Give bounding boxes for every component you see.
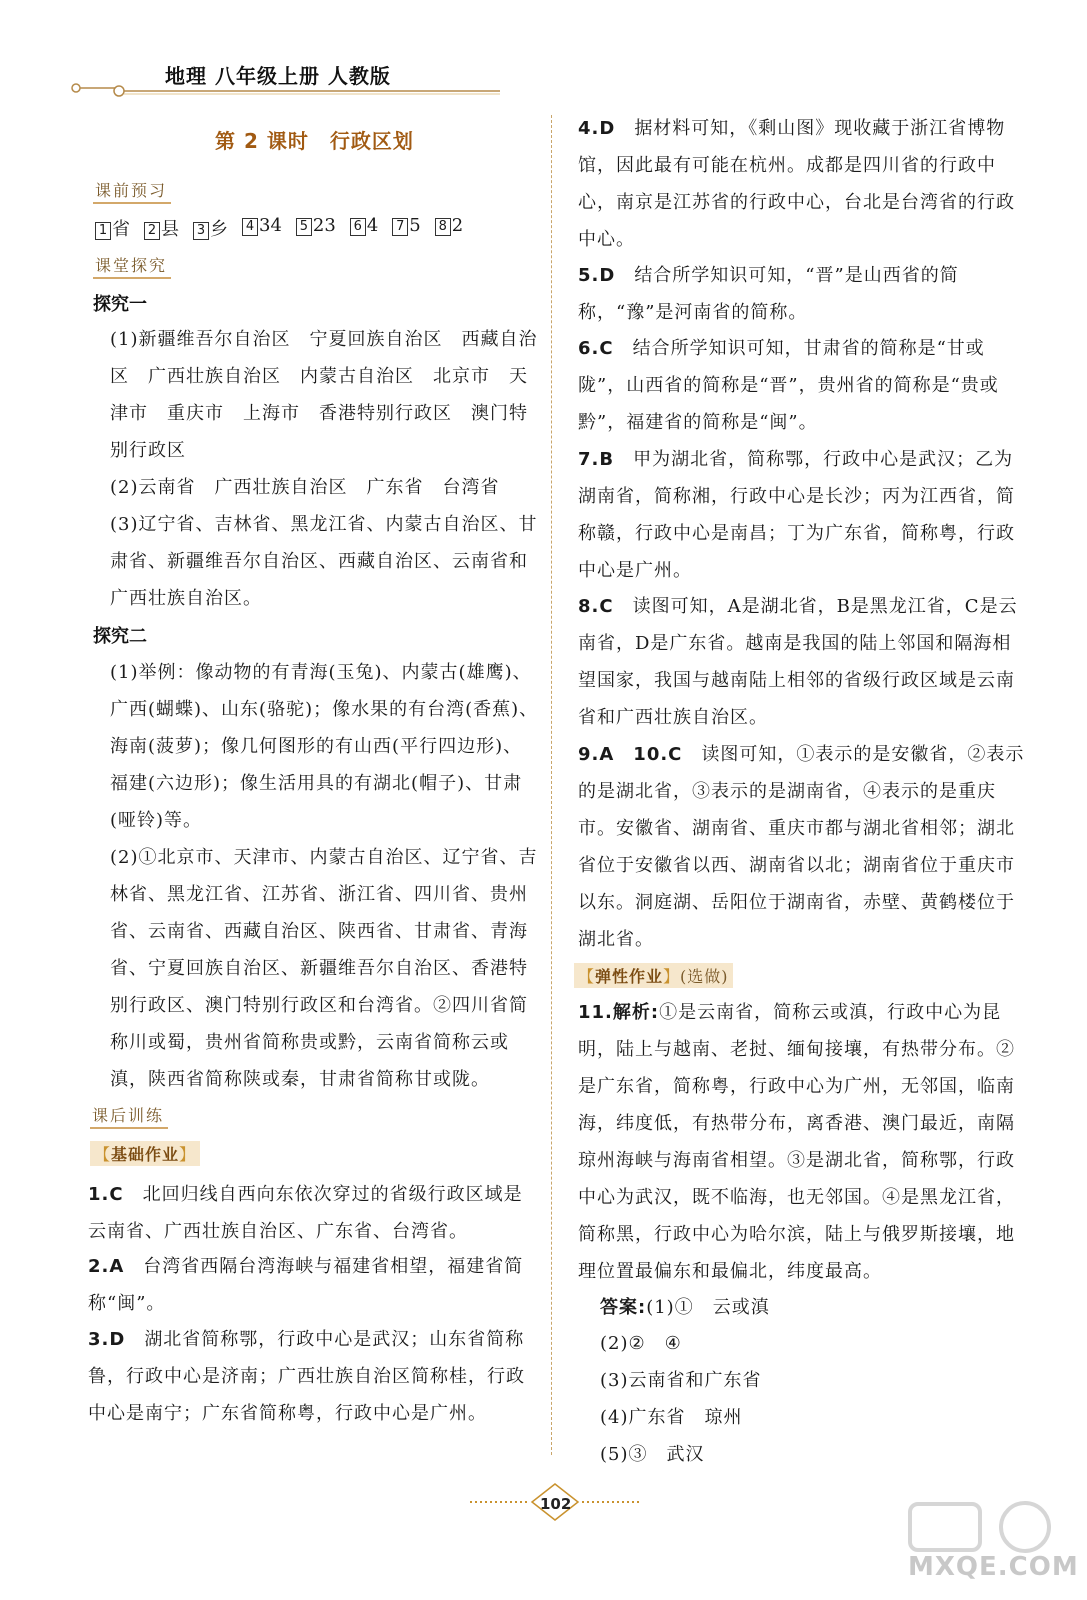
preview-answers [95, 215, 463, 241]
section-after-class: 课后训练 [90, 1103, 168, 1129]
answer-item: 2.A 台湾省西隔台湾海峡与福建省相望，福建省简称“闽”。 [88, 1256, 524, 1314]
explore1-p1: (1)新疆维吾尔自治区 宁夏回族自治区 西藏自治区 广西壮族自治区 内蒙古自治区 北京市 天津市 重庆市 上海市 香港特别行政区 澳门特别行政区 [110, 329, 538, 461]
column-divider [551, 115, 552, 1455]
preview-item: 8 2 [435, 215, 463, 241]
preview-item: 1 省 [95, 215, 130, 241]
elastic-work-tag: 【弹性作业】(选做) [574, 963, 733, 988]
explore1-p2: (2)云南省 广西壮族自治区 广东省 台湾省 [110, 477, 500, 498]
watermark-logo [900, 1500, 1079, 1590]
page-number-badge [470, 1482, 640, 1522]
preview-item: 5 23 [296, 215, 336, 241]
q11-answer-5: (5)③ 武汉 [600, 1444, 705, 1465]
page-number: 102 [540, 1495, 572, 1513]
section-preview: 课前预习 [93, 178, 171, 204]
preview-item: 3 乡 [193, 215, 228, 241]
q11-answer-4: (4)广东省 琼州 [600, 1407, 743, 1428]
explore1-heading: 探究一 [93, 294, 147, 315]
header-decoration [70, 78, 510, 102]
basic-work-tag: 【基础作业】 [90, 1141, 200, 1166]
answer-item: 4.D 据材料可知，《剩山图》现收藏于浙江省博物馆，因此最有可能在杭州。成都是四川省的行政中心，南京是江苏省的行政中心，台北是台湾省的行政中心。 [578, 118, 1015, 250]
answer-item: 7.B 甲为湖北省，简称鄂，行政中心是武汉；乙为湖南省，简称湘，行政中心是长沙；丙为江西省，简称赣，行政中心是南昌；丁为广东省，简称粤，行政中心是广州。 [578, 449, 1015, 581]
answer-item: 8.C 读图可知，A是湖北省，B是黑龙江省，C是云南省，D是广东省。越南是我国的陆上邻国和隔海相望国家，我国与越南陆上相邻的省级行政区域是云南省和广西壮族自治区。 [578, 596, 1018, 728]
q11-answer-3: (3)云南省和广东省 [600, 1370, 762, 1391]
explore2-p2: (2)①北京市、天津市、内蒙古自治区、辽宁省、吉林省、黑龙江省、江苏省、浙江省、四川省、贵州省、云南省、西藏自治区、陕西省、甘肃省、青海省、宁夏回族自治区、新疆维吾尔自治区、香港特别行政区、澳门特别行政区和台湾省。②四川省简称川或蜀，贵州省简称贵或黔，云南省简称云或滇，陕西省简称陕或秦，甘肃省简称甘或陇。 [110, 847, 538, 1090]
preview-item: 6 4 [350, 215, 378, 241]
q11-analysis: 11.解析:①是云南省，简称云或滇，行政中心为昆明，陆上与越南、老挝、缅甸接壤，有热带分布。②是广东省，简称粤，行政中心为广州，无邻国，临南海，纬度低，有热带分布，离香港、澳门最近，南隔琼州海峡与海南省相望。③是湖北省，简称鄂，行政中心为武汉，既不临海，也无邻国。④是黑龙江省，简称黑，行政中心为哈尔滨，陆上与俄罗斯接壤，地理位置最偏东和最偏北，纬度最高。 [578, 1002, 1015, 1282]
q11-answer-1: 答案:(1)① 云或滇 [600, 1297, 770, 1318]
answer-item: 3.D 湖北省简称鄂，行政中心是武汉；山东省简称鲁，行政中心是济南；广西壮族自治区简称桂，行政中心是南宁；广东省简称粤，行政中心是广州。 [88, 1329, 525, 1424]
answer-item: 9.A 10.C 读图可知，①表示的是安徽省，②表示的是湖北省，③表示的是湖南省，④表示的是重庆市。安徽省、湖南省、重庆市都与湖北省相邻；湖北省位于安徽省以西、湖南省以北；湖南省位于重庆市以东。洞庭湖、岳阳位于湖南省，赤壁、黄鹤楼位于湖北省。 [578, 744, 1025, 950]
explore1-p3: (3)辽宁省、吉林省、黑龙江省、内蒙古自治区、甘肃省、新疆维吾尔自治区、西藏自治区、云南省和广西壮族自治区。 [110, 514, 538, 609]
explore2-heading: 探究二 [93, 626, 147, 647]
q11-answer-2: (2)② ④ [600, 1333, 682, 1354]
answer-item: 1.C 北回归线自西向东依次穿过的省级行政区域是云南省、广西壮族自治区、广东省、台湾省。 [88, 1184, 523, 1242]
answer-item: 5.D 结合所学知识可知，“晋”是山西省的简称，“豫”是河南省的简称。 [578, 265, 959, 323]
watermark-text: MXQE.COM [908, 1552, 1079, 1582]
answer-item: 6.C 结合所学知识可知，甘肃省的简称是“甘或陇”，山西省的简称是“晋”，贵州省的简称是“贵或黔”，福建省的简称是“闽”。 [578, 338, 999, 433]
explore2-p1: (1)举例：像动物的有青海(玉兔)、内蒙古(雄鹰)、广西(蝴蝶)、山东(骆驼)；像水果的有台湾(香蕉)、海南(菠萝)；像几何图形的有山西(平行四边形)、福建(六边形)；像生活用具的有湖北(帽子)、甘肃(哑铃)等。 [110, 662, 539, 831]
preview-item: 7 5 [392, 215, 420, 241]
preview-item: 4 34 [242, 215, 282, 241]
lesson-title: 第 2 课时 行政区划 [215, 129, 414, 153]
watermark-mark [900, 1500, 1070, 1560]
book-header-title: 地理 八年级上册 人教版 [165, 64, 391, 88]
preview-item: 2 县 [144, 215, 179, 241]
section-classroom: 课堂探究 [93, 253, 171, 279]
